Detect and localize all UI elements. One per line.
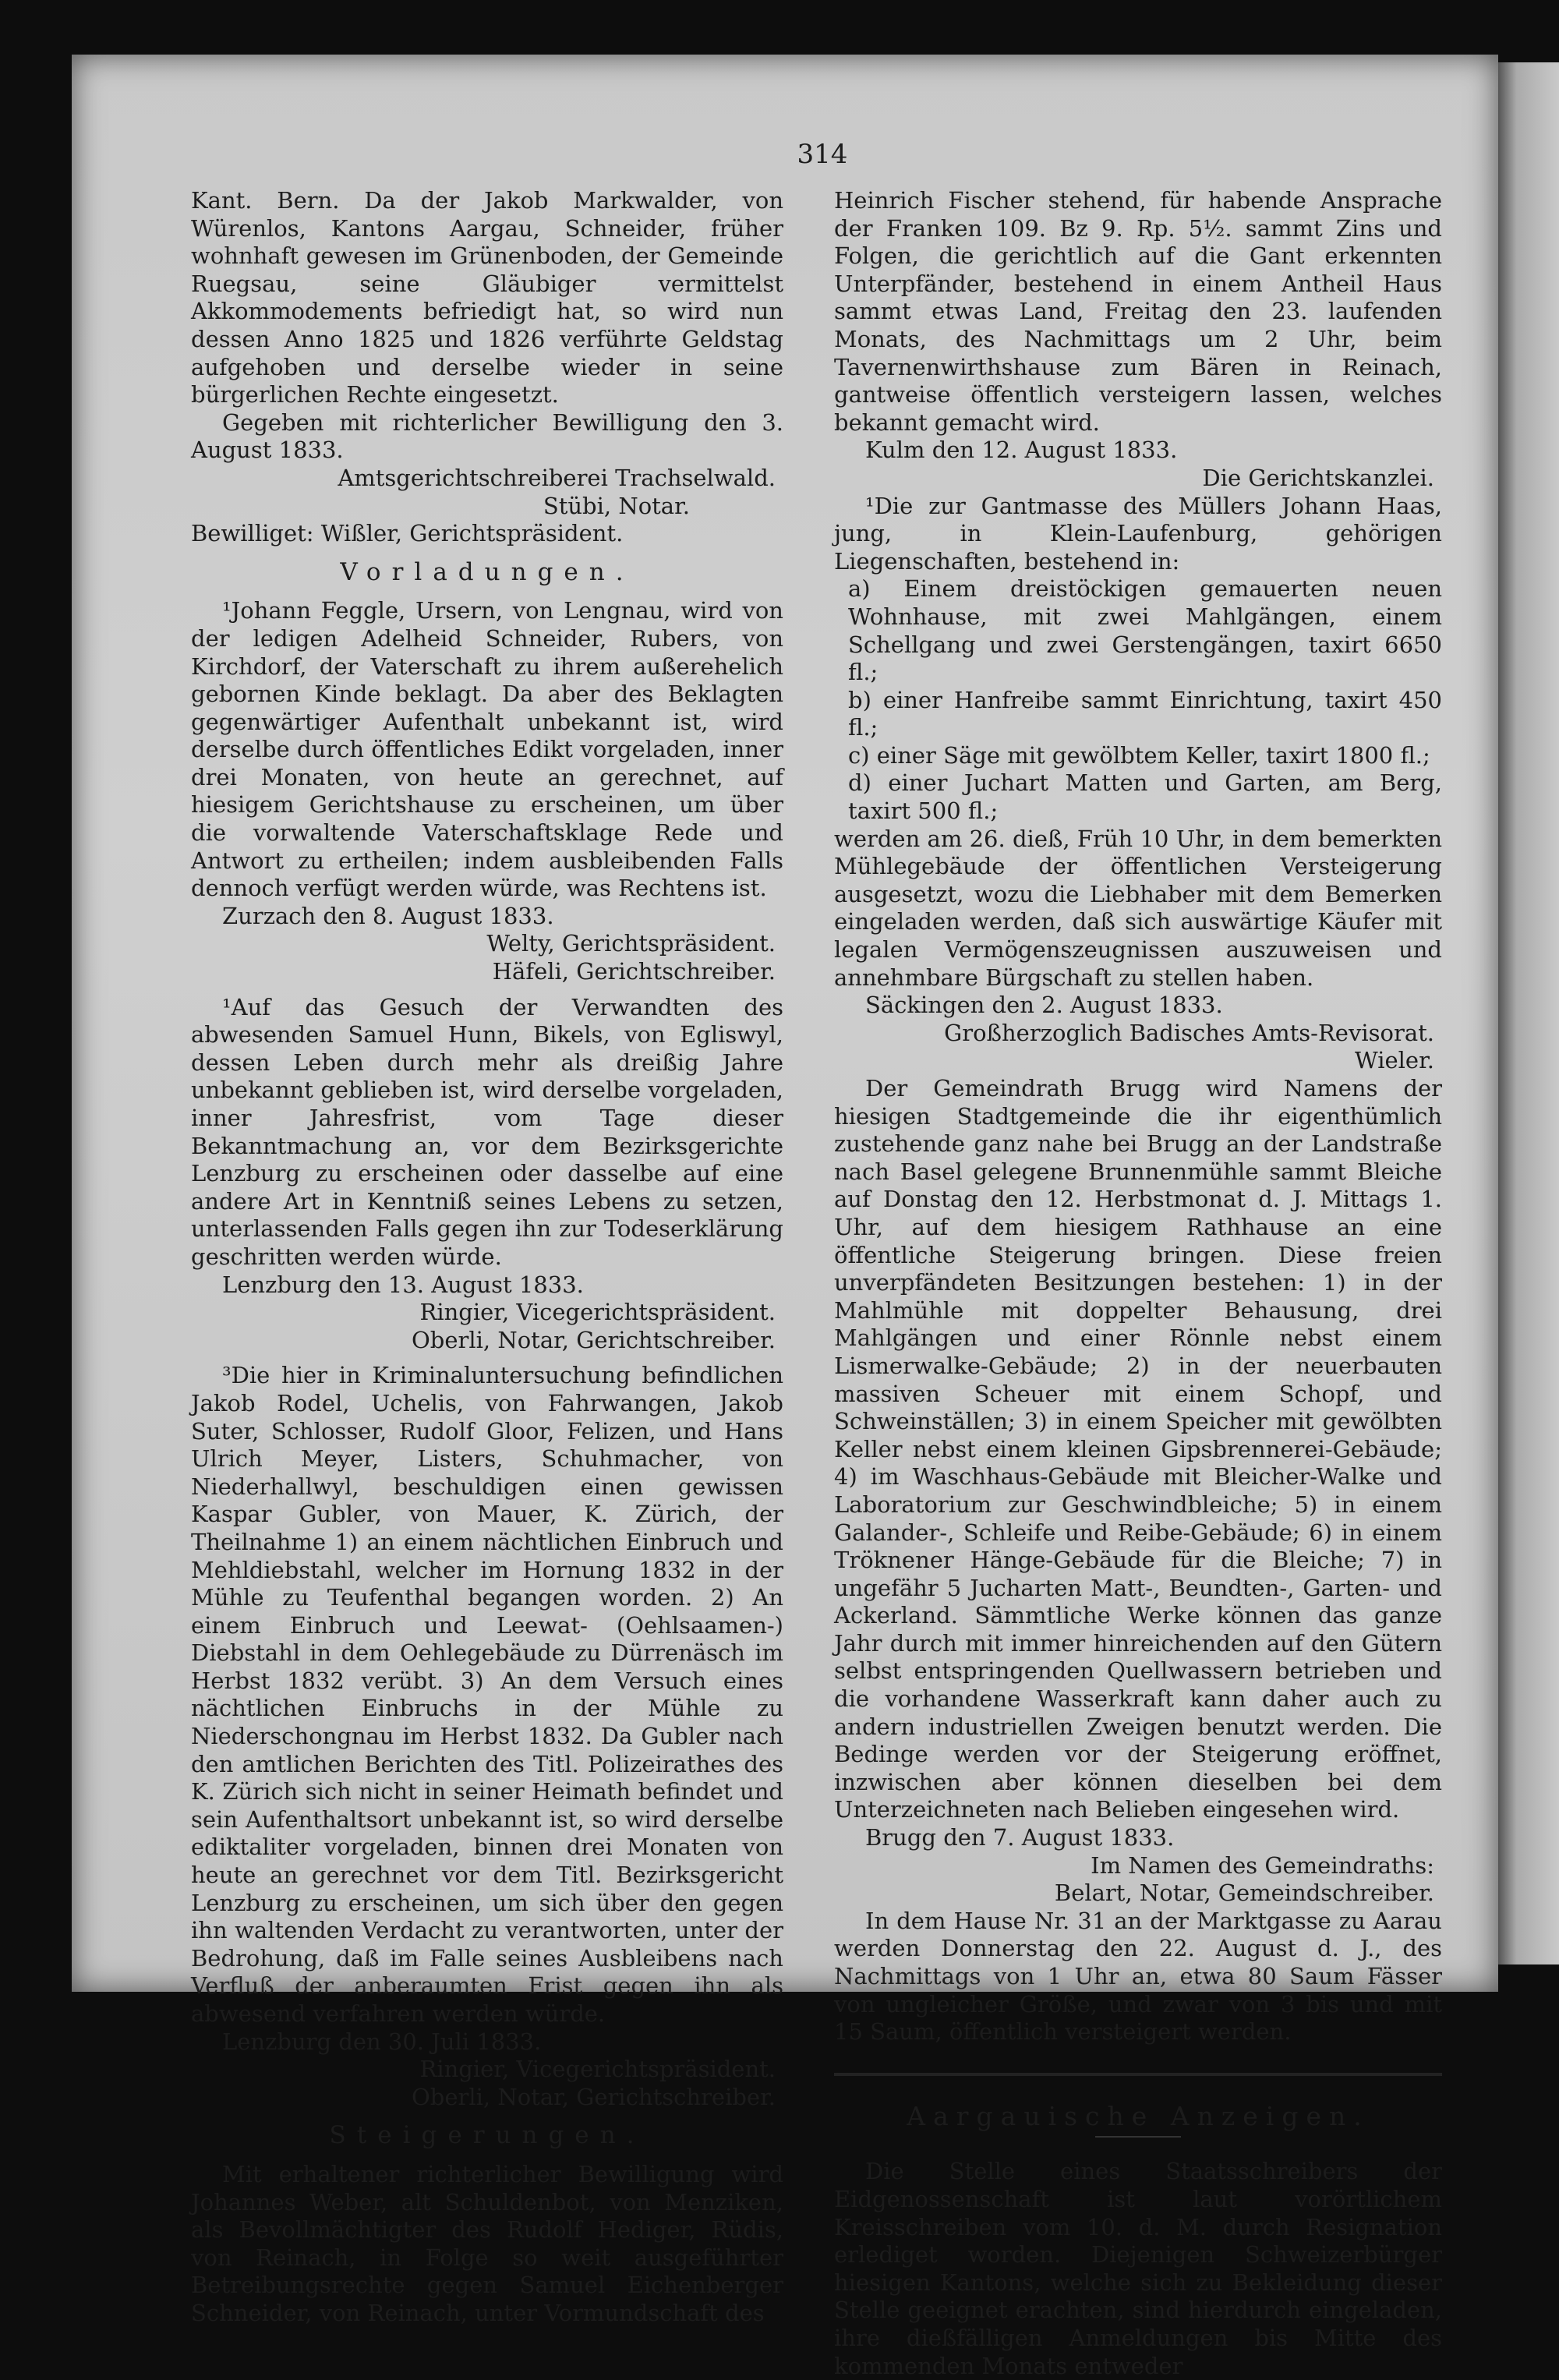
section-heading-steigerungen: Steigerungen. xyxy=(329,2121,645,2150)
summons-feggle: ¹Johann Feggle, Ursern, von Lengnau, wird von der ledigen Adelheid Schneider, Rubers, von Kirchdorf, der Vaterschaft zu ihrem außerehelich gebornen Kinde beklagt. Da aber des Beklagten gegenwärtiger Aufenthalt unbekannt ist, wird derselbe durch öffentliches Edikt vorgeladen, inner drei Monaten, von heute an gerechnet, auf hiesigem Gerichtshause zu erscheinen, um über die vorwaltende Vaterschaftsklage Rede und Antwort zu ertheilen; indem ausbleibenden Falls dennoch verfügt werden würde, was Rechtens ist. xyxy=(191,597,783,902)
section-heading-vorladungen: Vorladungen. xyxy=(340,557,635,586)
page-number: 314 xyxy=(797,139,848,170)
signature: Großherzoglich Badisches Amts-Revisorat. xyxy=(944,1019,1434,1046)
section-divider xyxy=(834,2073,1442,2076)
signature: Amtsgerichtschreiberei Trachselwald. xyxy=(338,464,776,491)
notice-date: Gegeben mit richterlicher Bewilligung den 3. August 1833. xyxy=(191,408,783,464)
list-item: b) einer Hanfreibe sammt Einrichtung, taxirt 450 fl.; xyxy=(848,686,1442,741)
approval-line: Bewilliget: Wißler, Gerichtspräsident. xyxy=(191,520,624,547)
auction-brugg-mill: Der Gemeindrath Brugg wird Namens der hiesigen Stadtgemeinde die ihr eigenthümlich zustehende ganz nahe bei Brugg an der Landstraße nach Basel gelegene Brunnenmühle sammt Bleiche auf Donstag den 12. Herbstmonat d. J. Mittags 1. Uhr, auf dem hiesigem Rathhause an eine öffentliche Steigerung bringen. Diese freien unverpfändeten Besitzungen bestehen: 1) in der Mahlmühle mit doppelter Behausung, drei Mahlgängen und einer Rönnle nebst einem Lismerwalke-Gebäude; 2) in der neuerbauten massiven Scheuer mit einem Schopf, und Schweinställen; 3) in einem Speicher mit gewölbten Keller nebst einem kleinen Gipsbrennerei-Gebäude; 4) im Waschhaus-Gebäude mit Bleicher-Walke und Laboratorium zur Geschwindbleiche; 5) in einem Galander-, Schleife und Reibe-Gebäude; 6) in einem Tröknener Hänge-Gebäude für die Bleiche; 7) in ungefähr 5 Jucharten Matt-, Beundten-, Garten- und Ackerland. Sämmtliche Werke können das ganze Jahr durch mit immer hinreichenden auf den Gütern selbst entspringenden Quellwassern betrieben und die vorhandene Wasserkraft kann daher auch zu andern industriellen Zweigen benutzt werden. Die Bedinge werden vor der Steigerung eröffnet, inzwischen aber können dieselben bei dem Unterzeichneten nach Belieben eingesehen wird. xyxy=(834,1075,1442,1823)
signature: Welty, Gerichtspräsident. xyxy=(486,930,776,957)
signature: Oberli, Notar, Gerichtschreiber. xyxy=(411,2083,776,2110)
signature: Belart, Notar, Gemeindschreiber. xyxy=(1054,1880,1434,1907)
signature: Stübi, Notar. xyxy=(543,492,690,519)
property-list xyxy=(834,575,1442,825)
section-heading-anzeigen: Aargauische Anzeigen. xyxy=(907,2100,1370,2131)
signature: Die Gerichtskanzlei. xyxy=(1202,464,1434,491)
notice-staatsschreiber: Die Stelle eines Staatsschreibers der Eidgenossenschaft ist laut vorörtlichem Kreisschreiben vom 10. d. M. durch Resignation erlediget worden. Diejenigen Schweizerbürger hiesigen Kantons, welche sich zu Bekleidung dieser Stelle geeignet erachten, sind hierdurch eingeladen, ihre dießfälligen Anmeldungen bis Mitte des kommenden Monats entweder xyxy=(834,2158,1442,2379)
auction-date: Kulm den 12. August 1833. xyxy=(865,437,1178,464)
signature: Wieler. xyxy=(1354,1047,1434,1074)
heading-underline xyxy=(1095,2136,1181,2138)
left-column xyxy=(191,187,783,2328)
summons-gubler: ³Die hier in Kriminaluntersuchung befindlichen Jakob Rodel, Uchelis, von Fahrwangen, Jakob Suter, Schlosser, Rudolf Gloor, Felizen, und Hans Ulrich Meyer, Listers, Schuhmacher, von Niederhallwyl, beschuldigen einen gewissen Kaspar Gubler, von Mauer, K. Zürich, der Theilnahme 1) an einem nächtlichen Einbruch und Mehldiebstahl, welcher im Hornung 1832 in der Mühle zu Teufenthal begangen worden. 2) An einem Einbruch und Leewat- (Oehlsaamen-) Diebstahl in dem Oehlegebäude zu Dürrenäsch im Herbst 1832 verübt. 3) An dem Versuch eines nächtlichen Einbruchs in der Mühle zu Niederschongnau im Herbst 1832. Da Gubler nach den amtlichen Berichten des Titl. Polizeirathes des K. Zürich sich nicht in seiner Heimath befindet und sein Aufenthaltsort unbekannt ist, so wird derselbe ediktaliter vorgeladen, binnen drei Monaten von heute an gerechnet vor dem Titl. Bezirksgericht Lenzburg zu erscheinen, um sich über den gegen ihn waltenden Verdacht zu verantworten, unter der Bedrohung, daß im Falle seines Ausbleibens nach Verfluß der anberaumten Frist gegen ihn als abwesend verfahren werden würde. xyxy=(191,1362,783,2027)
signature: Ringier, Vicegerichtspräsident. xyxy=(419,1299,776,1326)
summons-hunn: ¹Auf das Gesuch der Verwandten des abwesenden Samuel Hunn, Bikels, von Egliswyl, dessen Leben durch mehr als dreißig Jahre unbekannt geblieben ist, wird derselbe vorgeladen, inner Jahresfrist, vom Tage dieser Bekanntmachung an, vor dem Bezirksgerichte Lenzburg zu erscheinen oder dasselbe auf eine andere Art in Kenntniß seines Lebens zu setzen, unterlassenden Falls gegen ihn zur Todeserklärung geschritten werden würde. xyxy=(191,993,783,1270)
signature: Oberli, Notar, Gerichtschreiber. xyxy=(411,1326,776,1353)
auction-date: Brugg den 7. August 1833. xyxy=(865,1824,1175,1851)
summons-date: Lenzburg den 13. August 1833. xyxy=(222,1271,584,1298)
auction-haas-details: werden am 26. dieß, Früh 10 Uhr, in dem bemerkten Mühlegebäude der öffentlichen Versteigerung ausgesetzt, wozu die Liebhaber mit dem Bemerken eingeladen werden, daß sich auswärtige Käufer mit legalen Vermögenszeugnissen auszuweisen und annehmbare Bürgschaft zu stellen haben. xyxy=(834,825,1442,991)
auction-date: Säckingen den 2. August 1833. xyxy=(865,992,1223,1019)
auction-haas-intro: ¹Die zur Gantmasse des Müllers Johann Haas, jung, in Klein-Laufenburg, gehörigen Liegenschaften, bestehend in: xyxy=(834,492,1442,575)
list-item: d) einer Juchart Matten und Garten, am Berg, taxirt 500 fl.; xyxy=(848,769,1442,825)
list-item: c) einer Säge mit gewölbtem Keller, taxirt 1800 fl.; xyxy=(848,741,1430,769)
right-column xyxy=(834,187,1442,2380)
auction-weber: Mit erhaltener richterlicher Bewilligung wird Johannes Weber, alt Schuldenbot, von Menziken, als Bevollmächtigter des Rudolf Hediger, Rüdis, von Reinach, in Folge so weit ausgeführter Betreibungsrechte gegen Samuel Eichenberger Schneider, von Reinach, unter Vormundschaft des xyxy=(191,2160,783,2326)
signature: Ringier, Vicegerichtspräsident. xyxy=(419,2056,776,2083)
summons-date: Zurzach den 8. August 1833. xyxy=(222,902,554,929)
auction-fischer: Heinrich Fischer stehend, für habende Ansprache der Franken 109. Bz 9. Rp. 5½. sammt Zins und Folgen, die gerichtlich auf die Gant erkennten Unterpfänder, bestehend in einem Antheil Haus sammt etwas Land, Freitag den 23. laufenden Monats, des Nachmittags um 2 Uhr, beim Tavernenwirthshause zum Bären in Reinach, gantweise öffentlich versteigern lassen, welches bekannt gemacht wird. xyxy=(834,187,1442,436)
notice-markwalder: Kant. Bern. Da der Jakob Markwalder, von Würenlos, Kantons Aargau, Schneider, früher wohnhaft gewesen im Grünenboden, der Gemeinde Ruegsau, seine Gläubiger vermittelst Akkommodements befriedigt hat, so wird nun dessen Anno 1825 und 1826 verführte Geldstag aufgehoben und derselbe wieder in seine bürgerlichen Rechte eingesetzt. xyxy=(191,187,783,408)
auction-aarau-barrels: In dem Hause Nr. 31 an der Marktgasse zu Aarau werden Donnerstag den 22. August d. J., des Nachmittags von 1 Uhr an, etwa 80 Saum Fässer von ungleicher Größe, und zwar von 3 bis und mit 15 Saum, öffentlich versteigert werden. xyxy=(834,1907,1442,2046)
signature: Häfeli, Gerichtschreiber. xyxy=(492,958,776,985)
list-item: a) Einem dreistöckigen gemauerten neuen Wohnhause, mit zwei Mahlgängen, einem Schellgang und zwei Gerstengängen, taxirt 6650 fl.; xyxy=(848,575,1442,686)
summons-date: Lenzburg den 30. Juli 1833. xyxy=(222,2028,542,2055)
signature: Im Namen des Gemeindraths: xyxy=(1091,1851,1434,1879)
next-page-edge xyxy=(1498,62,1559,1964)
